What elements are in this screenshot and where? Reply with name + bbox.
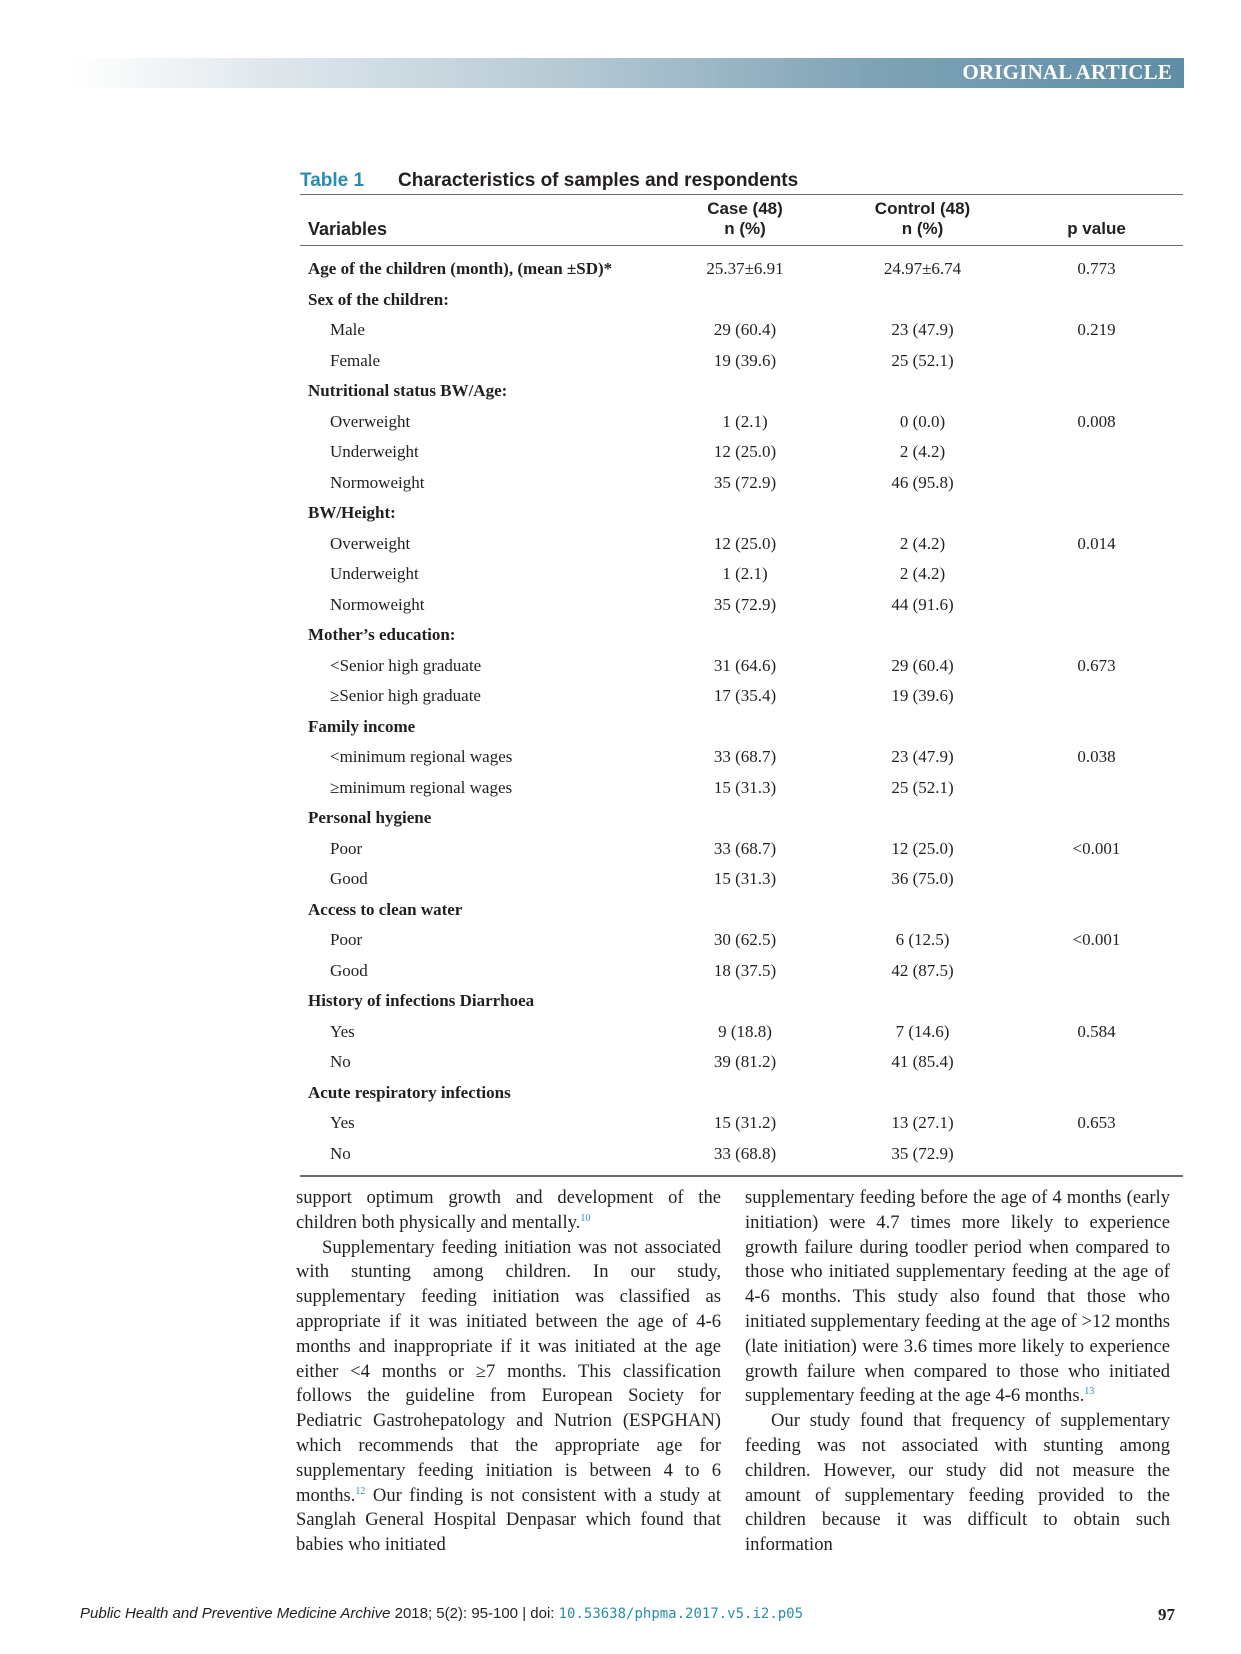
cell-case: 25.37±6.91 xyxy=(706,259,784,279)
cell-control: 23 (47.9) xyxy=(891,747,954,767)
table-header-row xyxy=(300,195,1183,246)
cell-control xyxy=(835,285,1010,316)
doi-link[interactable]: 10.53638/phpma.2017.v5.i2.p05 xyxy=(558,1606,804,1622)
cell-control: 42 (87.5) xyxy=(891,960,954,980)
cell-control xyxy=(835,895,1010,926)
table-row xyxy=(300,376,1183,407)
cell-case: 33 (68.7) xyxy=(713,747,777,767)
cell-case: 18 (37.5) xyxy=(713,960,777,980)
cell-case xyxy=(655,803,835,834)
table-row xyxy=(300,468,1183,499)
table-row xyxy=(300,1139,1183,1177)
cell-p-value xyxy=(1010,864,1183,895)
cell-p-value xyxy=(1010,1139,1183,1177)
cell-p-value xyxy=(1010,712,1183,743)
cell-p-value xyxy=(1010,1047,1183,1078)
paragraph-text: Supplementary feeding initiation was not associated with stunting among children. In our study, supplementary feeding initiation was classified as appropriate if it was initiated between the age of 4-6 months and inappropriate if it was initiated at the age either <4 months or ≥7 months. This classification follows the guideline from European Society for Pediatric Gastrohepatology and Nutrion (ESPGHAN) which recommends that the appropriate age for supplementary feeding initiation is between 4 to 6 months. xyxy=(296,1236,721,1506)
col-header-case-line2: n (%) xyxy=(724,219,766,238)
citation-ref: 10 xyxy=(580,1212,591,1224)
cell-control: 46 (95.8) xyxy=(891,472,954,492)
table-row xyxy=(300,559,1183,590)
cell-case: 15 (31.2) xyxy=(713,1113,777,1133)
cell-control: 0 (0.0) xyxy=(899,411,946,431)
col-header-variables: Variables xyxy=(300,195,655,246)
cell-case: 33 (68.7) xyxy=(713,838,777,858)
table-row xyxy=(300,590,1183,621)
cell-p-value xyxy=(1010,986,1183,1017)
table-row xyxy=(300,834,1183,865)
cell-variable: Overweight xyxy=(330,411,411,431)
paragraph xyxy=(296,1236,721,1558)
table-row xyxy=(300,1047,1183,1078)
cell-p-value xyxy=(1010,773,1183,804)
table-caption xyxy=(300,168,1183,194)
col-header-case-line1: Case (48) xyxy=(707,199,783,218)
table-row xyxy=(300,346,1183,377)
cell-case: 33 (68.8) xyxy=(713,1143,777,1163)
cell-variable: Male xyxy=(330,320,365,340)
cell-control xyxy=(835,376,1010,407)
cell-control: 29 (60.4) xyxy=(891,655,954,675)
table-row xyxy=(300,620,1183,651)
cell-variable: Age of the children (month), (mean ±SD)* xyxy=(308,259,613,279)
section-label: ORIGINAL ARTICLE xyxy=(962,60,1172,84)
cell-p-value: <0.001 xyxy=(1072,930,1121,950)
citation-ref: 13 xyxy=(1084,1386,1095,1398)
cell-variable: Access to clean water xyxy=(308,899,463,919)
table-row xyxy=(300,285,1183,316)
journal-name: Public Health and Preventive Medicine Archive xyxy=(80,1605,391,1622)
cell-p-value xyxy=(1010,590,1183,621)
cell-variable: Underweight xyxy=(330,564,419,584)
cell-variable: ≥Senior high graduate xyxy=(330,686,481,706)
body-column-right xyxy=(745,1186,1170,1558)
table-row xyxy=(300,529,1183,560)
cell-case xyxy=(655,498,835,529)
cell-case: 15 (31.3) xyxy=(713,777,777,797)
cell-p-value xyxy=(1010,681,1183,712)
cell-p-value xyxy=(1010,895,1183,926)
cell-p-value xyxy=(1010,803,1183,834)
header-band xyxy=(70,58,1184,88)
cell-case: 29 (60.4) xyxy=(713,320,777,340)
paragraph-text: Our finding is not consistent with a study at Sanglah General Hospital Denpasar which found that babies who initiated xyxy=(296,1484,721,1556)
cell-variable: Female xyxy=(330,350,381,370)
cell-case: 31 (64.6) xyxy=(713,655,777,675)
cell-variable: Nutritional status BW/Age: xyxy=(308,381,508,401)
col-header-control xyxy=(835,195,1010,246)
paragraph xyxy=(745,1186,1170,1409)
cell-control: 6 (12.5) xyxy=(895,930,950,950)
cell-control: 19 (39.6) xyxy=(891,686,954,706)
cell-p-value xyxy=(1010,346,1183,377)
cell-control: 2 (4.2) xyxy=(899,533,946,553)
cell-p-value xyxy=(1010,559,1183,590)
cell-control: 44 (91.6) xyxy=(891,594,954,614)
cell-case: 19 (39.6) xyxy=(713,350,777,370)
cell-control: 2 (4.2) xyxy=(899,442,946,462)
cell-control: 24.97±6.74 xyxy=(883,259,962,279)
body-column-left xyxy=(296,1186,721,1558)
table-row xyxy=(300,956,1183,987)
table-row xyxy=(300,773,1183,804)
cell-control xyxy=(835,498,1010,529)
cell-p-value: 0.673 xyxy=(1077,655,1116,675)
paragraph xyxy=(296,1186,721,1236)
cell-case: 30 (62.5) xyxy=(713,930,777,950)
cell-variable: Poor xyxy=(330,930,363,950)
cell-variable: History of infections Diarrhoea xyxy=(308,991,535,1011)
cell-case xyxy=(655,1078,835,1109)
table-row xyxy=(300,246,1183,285)
cell-case xyxy=(655,712,835,743)
cell-case xyxy=(655,620,835,651)
table-row xyxy=(300,712,1183,743)
cell-control xyxy=(835,712,1010,743)
table-body xyxy=(300,246,1183,1177)
cell-p-value xyxy=(1010,956,1183,987)
table-row xyxy=(300,651,1183,682)
cell-control: 12 (25.0) xyxy=(891,838,954,858)
cell-case: 35 (72.9) xyxy=(713,472,777,492)
cell-case: 12 (25.0) xyxy=(713,533,777,553)
citation-ref: 12 xyxy=(355,1485,366,1497)
cell-variable: No xyxy=(330,1052,351,1072)
cell-variable: Good xyxy=(330,960,368,980)
cell-variable: Poor xyxy=(330,838,363,858)
cell-control: 25 (52.1) xyxy=(891,777,954,797)
cell-case: 12 (25.0) xyxy=(713,442,777,462)
cell-variable: Mother’s education: xyxy=(308,625,456,645)
cell-case xyxy=(655,376,835,407)
col-header-p-value: p value xyxy=(1010,195,1183,246)
cell-case: 39 (81.2) xyxy=(713,1052,777,1072)
cell-variable: Normoweight xyxy=(330,594,425,614)
cell-p-value: 0.038 xyxy=(1077,747,1116,767)
cell-p-value xyxy=(1010,468,1183,499)
table-title: Characteristics of samples and respondents xyxy=(398,170,799,191)
cell-case xyxy=(655,895,835,926)
cell-p-value: 0.008 xyxy=(1077,411,1116,431)
cell-p-value xyxy=(1010,376,1183,407)
table-row xyxy=(300,681,1183,712)
cell-variable: Yes xyxy=(330,1113,355,1133)
table-row xyxy=(300,407,1183,438)
cell-variable: BW/Height: xyxy=(308,503,396,523)
cell-variable: Overweight xyxy=(330,533,411,553)
cell-case: 17 (35.4) xyxy=(713,686,777,706)
cell-variable: Normoweight xyxy=(330,472,425,492)
table-label: Table 1 xyxy=(300,170,365,191)
cell-p-value xyxy=(1010,285,1183,316)
paragraph xyxy=(745,1409,1170,1558)
paragraph-text: Our study found that frequency of supplementary feeding was not associated with stunting among children. However, our study did not measure the amount of supplementary feeding provided to the children because it was difficult to obtain such information xyxy=(745,1410,1170,1556)
cell-case xyxy=(655,986,835,1017)
table-row xyxy=(300,742,1183,773)
cell-control: 25 (52.1) xyxy=(891,350,954,370)
table-row xyxy=(300,895,1183,926)
characteristics-table xyxy=(300,194,1183,1177)
paragraph-text: support optimum growth and development of the children both physically and mentally. xyxy=(296,1187,721,1233)
page-number: 97 xyxy=(1158,1605,1175,1624)
cell-control: 2 (4.2) xyxy=(899,564,946,584)
cell-p-value: 0.773 xyxy=(1077,259,1116,279)
cell-case: 9 (18.8) xyxy=(718,1021,772,1041)
table-row xyxy=(300,315,1183,346)
cell-p-value xyxy=(1010,437,1183,468)
cell-case: 1 (2.1) xyxy=(722,564,768,584)
cell-control: 7 (14.6) xyxy=(895,1021,950,1041)
cell-variable: No xyxy=(330,1143,351,1163)
cell-control: 41 (85.4) xyxy=(891,1052,954,1072)
table-row xyxy=(300,986,1183,1017)
cell-control xyxy=(835,986,1010,1017)
table-row xyxy=(300,864,1183,895)
cell-variable: Yes xyxy=(330,1021,355,1041)
cell-variable: Family income xyxy=(308,716,416,736)
table-row xyxy=(300,1078,1183,1109)
cell-case: 1 (2.1) xyxy=(722,411,768,431)
table-row xyxy=(300,1017,1183,1048)
cell-control xyxy=(835,1078,1010,1109)
cell-case: 35 (72.9) xyxy=(713,594,777,614)
cell-p-value: 0.219 xyxy=(1077,320,1116,340)
page-footer xyxy=(80,1605,1180,1627)
cell-variable: Acute respiratory infections xyxy=(308,1082,511,1102)
cell-p-value: <0.001 xyxy=(1072,838,1121,858)
cell-p-value xyxy=(1010,1078,1183,1109)
cell-p-value xyxy=(1010,498,1183,529)
citation-info: 2018; 5(2): 95-100 | doi: xyxy=(390,1605,559,1622)
cell-control xyxy=(835,803,1010,834)
cell-control: 23 (47.9) xyxy=(891,320,954,340)
cell-p-value: 0.584 xyxy=(1077,1021,1116,1041)
cell-case xyxy=(655,285,835,316)
cell-case: 15 (31.3) xyxy=(713,869,777,889)
cell-p-value: 0.014 xyxy=(1077,533,1116,553)
cell-variable: Underweight xyxy=(330,442,419,462)
cell-p-value xyxy=(1010,620,1183,651)
table-row xyxy=(300,498,1183,529)
cell-control: 35 (72.9) xyxy=(891,1143,954,1163)
cell-p-value: 0.653 xyxy=(1077,1113,1116,1133)
cell-control xyxy=(835,620,1010,651)
cell-variable: Good xyxy=(330,869,368,889)
col-header-control-line2: n (%) xyxy=(901,219,944,238)
cell-variable: Personal hygiene xyxy=(308,808,432,828)
cell-control: 13 (27.1) xyxy=(891,1113,954,1133)
cell-variable: Sex of the children: xyxy=(308,289,449,309)
table-row xyxy=(300,437,1183,468)
cell-variable: <minimum regional wages xyxy=(330,747,513,767)
cell-control: 36 (75.0) xyxy=(891,869,954,889)
cell-variable: ≥minimum regional wages xyxy=(330,777,513,797)
table-1 xyxy=(300,168,1183,1177)
paragraph-text: supplementary feeding before the age of 4 months (early initiation) were 4.7 times more likely to experience growth failure during toodler period when compared to those who initiated supplementary feeding at the age of 4-6 months. This study also found that those who initiated supplementary feeding at the age of >12 months (late initiation) were 3.6 times more likely to experience growth failure when compared to those who initiated supplementary feeding at the age 4-6 months. xyxy=(745,1187,1170,1407)
col-header-case xyxy=(655,195,835,246)
table-row xyxy=(300,803,1183,834)
table-row xyxy=(300,925,1183,956)
table-row xyxy=(300,1108,1183,1139)
col-header-control-line1: Control (48) xyxy=(874,199,971,218)
cell-variable: <Senior high graduate xyxy=(330,655,482,675)
